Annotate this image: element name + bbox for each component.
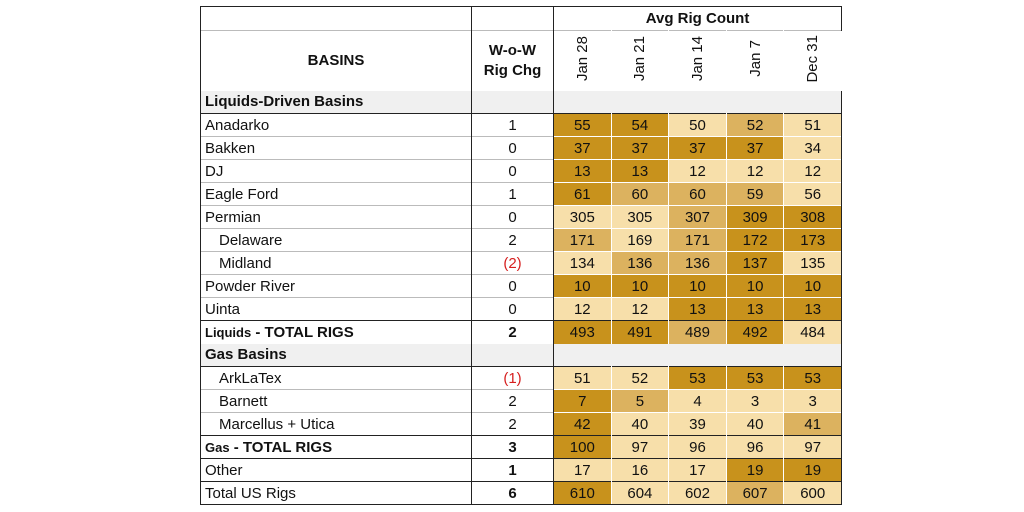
rig-count-cell: 53	[669, 367, 727, 390]
rig-count-cell: 51	[784, 114, 842, 137]
rig-count-cell: 55	[554, 114, 612, 137]
week-header	[554, 31, 612, 91]
rig-count-cell: 13	[611, 160, 669, 183]
rig-count-cell: 309	[726, 206, 784, 229]
section-chg-blank	[472, 91, 554, 114]
rig-count-cell: 492	[726, 321, 784, 344]
basin-name: Anadarko	[201, 114, 472, 137]
week-header	[726, 31, 784, 91]
rig-count-cell: 169	[611, 229, 669, 252]
section-title: Gas Basins	[201, 344, 472, 367]
rig-count-cell: 100	[554, 436, 612, 459]
rig-count-cell: 52	[726, 114, 784, 137]
wow-change: 0	[472, 275, 554, 298]
basins-header: BASINS	[201, 31, 472, 91]
rig-count-cell: 602	[669, 482, 727, 505]
rig-count-cell: 34	[784, 137, 842, 160]
rig-count-cell: 3	[726, 390, 784, 413]
rig-count-cell: 10	[554, 275, 612, 298]
rig-count-cell: 10	[784, 275, 842, 298]
week-header	[669, 31, 727, 91]
rig-count-cell: 136	[611, 252, 669, 275]
rig-count-cell: 484	[784, 321, 842, 344]
basin-name: Barnett	[201, 390, 472, 413]
table-row	[201, 160, 842, 183]
section-values-blank	[554, 91, 842, 114]
rig-count-cell: 10	[726, 275, 784, 298]
section-values-blank	[554, 344, 842, 367]
rig-count-cell: 40	[726, 413, 784, 436]
basin-name: Eagle Ford	[201, 183, 472, 206]
rig-count-cell: 135	[784, 252, 842, 275]
rig-count-cell: 52	[611, 367, 669, 390]
table-row	[201, 252, 842, 275]
rig-count-cell: 19	[784, 459, 842, 482]
table-row	[201, 482, 842, 505]
rig-count-cell: 13	[669, 298, 727, 321]
wow-change: 2	[472, 229, 554, 252]
section-row	[201, 344, 842, 367]
rig-count-cell: 17	[669, 459, 727, 482]
section-title: Liquids-Driven Basins	[201, 91, 472, 114]
rig-count-cell: 54	[611, 114, 669, 137]
basin-name: Permian	[201, 206, 472, 229]
table-row	[201, 183, 842, 206]
week-label: Dec 31	[804, 34, 822, 83]
table-row	[201, 206, 842, 229]
table-row	[201, 275, 842, 298]
basin-name: Uinta	[201, 298, 472, 321]
rig-count-cell: 16	[611, 459, 669, 482]
rig-count-cell: 42	[554, 413, 612, 436]
rig-count-cell: 59	[726, 183, 784, 206]
rig-count-cell: 53	[784, 367, 842, 390]
basin-name	[201, 436, 472, 459]
week-header	[784, 31, 842, 91]
table-row	[201, 114, 842, 137]
rig-count-cell: 305	[554, 206, 612, 229]
wow-change: 2	[472, 413, 554, 436]
wow-change: (1)	[472, 367, 554, 390]
wow-change: 2	[472, 390, 554, 413]
basin-name: DJ	[201, 160, 472, 183]
rig-count-cell: 61	[554, 183, 612, 206]
rig-count-cell: 12	[554, 298, 612, 321]
rig-count-cell: 60	[611, 183, 669, 206]
table-row	[201, 413, 842, 436]
section-chg-blank	[472, 344, 554, 367]
rig-count-cell: 173	[784, 229, 842, 252]
avg-rig-count-header: Avg Rig Count	[554, 7, 842, 31]
total-suffix: - TOTAL RIGS	[251, 323, 354, 341]
week-label: Jan 7	[746, 40, 764, 78]
rig-count-cell: 51	[554, 367, 612, 390]
wow-change: 0	[472, 160, 554, 183]
rig-count-cell: 12	[726, 160, 784, 183]
wow-change: 0	[472, 298, 554, 321]
table-row	[201, 298, 842, 321]
week-label: Jan 21	[631, 36, 649, 82]
rig-count-cell: 40	[611, 413, 669, 436]
total-suffix: - TOTAL RIGS	[229, 438, 333, 456]
rig-count-cell: 172	[726, 229, 784, 252]
wow-change: 3	[472, 436, 554, 459]
rig-count-cell: 41	[784, 413, 842, 436]
rig-count-cell: 37	[611, 137, 669, 160]
rig-count-cell: 134	[554, 252, 612, 275]
basin-name: Midland	[201, 252, 472, 275]
rig-count-cell: 39	[669, 413, 727, 436]
rig-count-cell: 10	[611, 275, 669, 298]
table-row	[201, 459, 842, 482]
basin-name: Delaware	[201, 229, 472, 252]
week-label: Jan 14	[688, 36, 706, 82]
corner-blank	[201, 7, 472, 31]
table-row	[201, 137, 842, 160]
basin-name	[201, 321, 472, 344]
wow-change: 1	[472, 459, 554, 482]
rig-count-cell: 96	[726, 436, 784, 459]
table-row	[201, 229, 842, 252]
week-label: Jan 28	[573, 36, 591, 82]
chg-blank	[472, 7, 554, 31]
wow-change: 1	[472, 114, 554, 137]
basin-name: ArkLaTex	[201, 367, 472, 390]
basin-name: Total US Rigs	[201, 482, 472, 505]
rig-count-cell: 17	[554, 459, 612, 482]
total-prefix: Gas	[205, 439, 230, 455]
rig-count-cell: 171	[554, 229, 612, 252]
rig-count-cell: 493	[554, 321, 612, 344]
rig-count-cell: 37	[554, 137, 612, 160]
rig-count-cell: 53	[726, 367, 784, 390]
rig-count-cell: 56	[784, 183, 842, 206]
rig-count-cell: 97	[611, 436, 669, 459]
basin-name: Bakken	[201, 137, 472, 160]
rig-count-cell: 10	[669, 275, 727, 298]
rig-count-cell: 60	[669, 183, 727, 206]
rig-count-cell: 19	[726, 459, 784, 482]
rig-count-cell: 607	[726, 482, 784, 505]
rig-count-cell: 137	[726, 252, 784, 275]
rig-count-cell: 491	[611, 321, 669, 344]
rig-count-cell: 600	[784, 482, 842, 505]
rig-count-cell: 604	[611, 482, 669, 505]
wow-header-line1: W-o-W	[488, 41, 537, 59]
table-row	[201, 367, 842, 390]
rig-count-cell: 12	[611, 298, 669, 321]
rig-count-cell: 171	[669, 229, 727, 252]
rig-count-cell: 489	[669, 321, 727, 344]
basin-name: Powder River	[201, 275, 472, 298]
rig-count-cell: 610	[554, 482, 612, 505]
total-prefix: Liquids	[205, 324, 252, 340]
wow-header	[472, 31, 554, 91]
section-row	[201, 91, 842, 114]
week-header	[611, 31, 669, 91]
table-row	[201, 321, 842, 344]
rig-count-cell: 136	[669, 252, 727, 275]
table-row	[201, 436, 842, 459]
wow-change: 6	[472, 482, 554, 505]
rig-count-cell: 50	[669, 114, 727, 137]
rig-count-cell: 12	[784, 160, 842, 183]
wow-change: 2	[472, 321, 554, 344]
rig-count-cell: 13	[554, 160, 612, 183]
wow-change: 0	[472, 137, 554, 160]
wow-change: 0	[472, 206, 554, 229]
rig-count-cell: 96	[669, 436, 727, 459]
rig-count-table	[200, 6, 842, 505]
rig-count-cell: 307	[669, 206, 727, 229]
rig-count-cell: 13	[784, 298, 842, 321]
rig-count-cell: 4	[669, 390, 727, 413]
rig-count-cell: 37	[726, 137, 784, 160]
basin-name: Marcellus + Utica	[201, 413, 472, 436]
basin-name: Other	[201, 459, 472, 482]
rig-count-cell: 7	[554, 390, 612, 413]
wow-change: (2)	[472, 252, 554, 275]
rig-count-cell: 3	[784, 390, 842, 413]
rig-count-cell: 305	[611, 206, 669, 229]
rig-count-cell: 13	[726, 298, 784, 321]
rig-count-cell: 5	[611, 390, 669, 413]
wow-change: 1	[472, 183, 554, 206]
table-row	[201, 390, 842, 413]
wow-header-line2: Rig Chg	[483, 61, 542, 79]
rig-count-cell: 37	[669, 137, 727, 160]
rig-count-cell: 97	[784, 436, 842, 459]
rig-count-cell: 308	[784, 206, 842, 229]
rig-count-cell: 12	[669, 160, 727, 183]
